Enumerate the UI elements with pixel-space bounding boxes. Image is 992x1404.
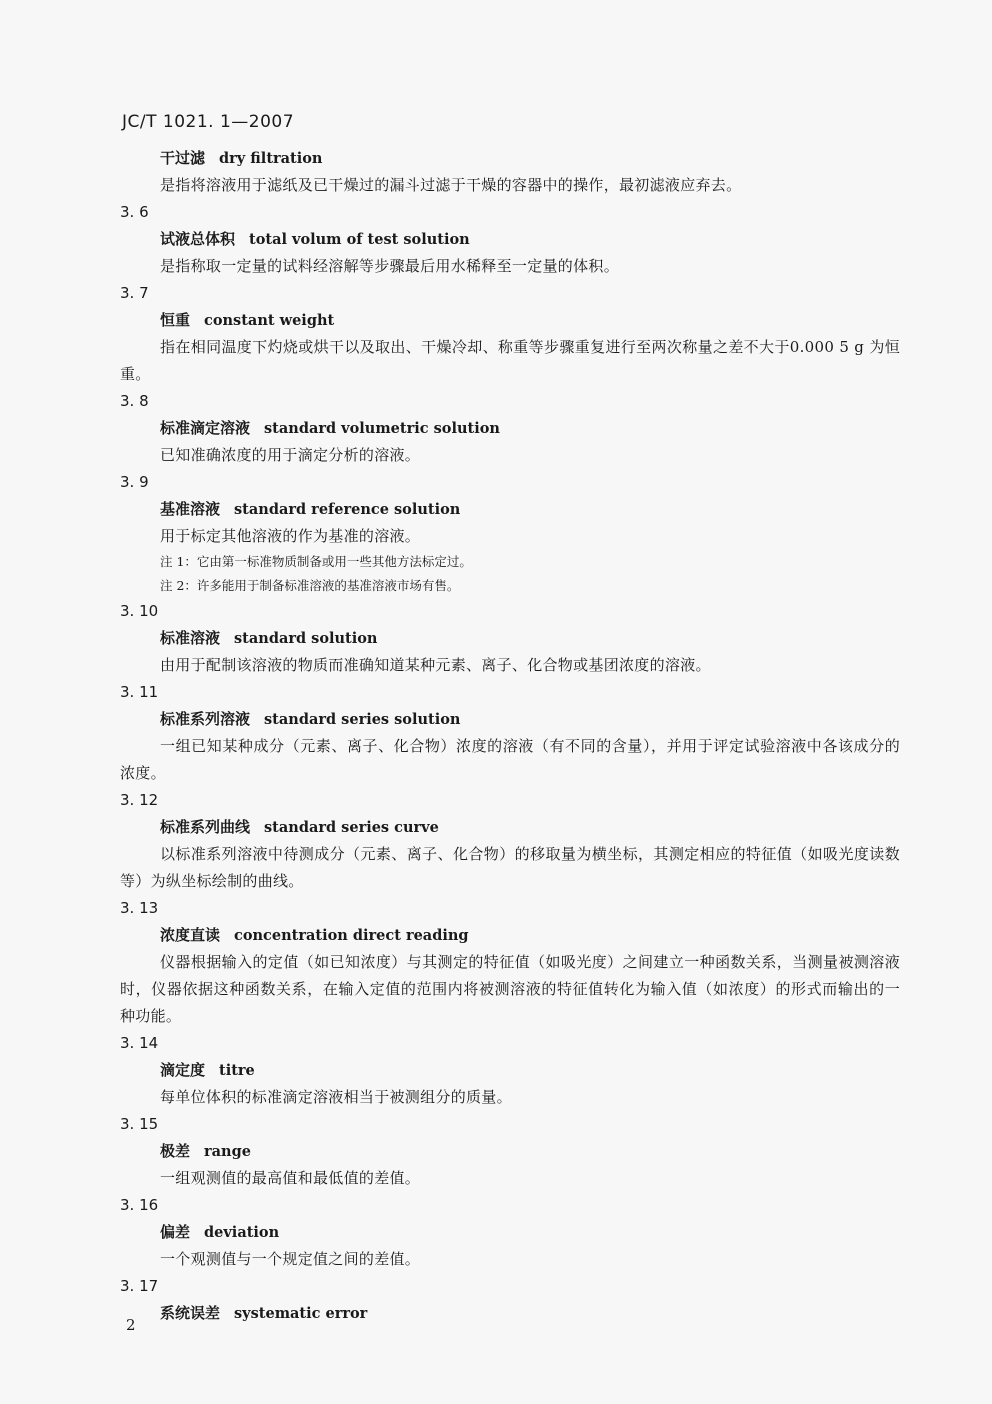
term-zh: 基准溶液 bbox=[160, 500, 221, 518]
term-title bbox=[120, 624, 900, 652]
term-definition: 一组观测值的最高值和最低值的差值。 bbox=[160, 1169, 421, 1187]
term-title bbox=[120, 1218, 900, 1246]
term-zh: 标准系列溶液 bbox=[160, 710, 251, 728]
term-zh: 偏差 bbox=[160, 1223, 191, 1241]
term-note: 注 1：它由第一标准物质制备或用一些其他方法标定过。 bbox=[160, 554, 472, 569]
term-en: standard series curve bbox=[264, 819, 439, 836]
term-zh: 试液总体积 bbox=[160, 230, 236, 248]
term-title bbox=[120, 1299, 900, 1327]
section-number: 3. 10 bbox=[120, 602, 159, 620]
section-number: 3. 12 bbox=[120, 791, 159, 809]
term-title bbox=[120, 921, 900, 949]
term-definition: 是指称取一定量的试料经溶解等步骤最后用水稀释至一定量的体积。 bbox=[160, 257, 620, 275]
term-en: concentration direct reading bbox=[234, 927, 469, 944]
term-title bbox=[120, 1056, 900, 1084]
section-number: 3. 8 bbox=[120, 392, 149, 410]
term-zh: 极差 bbox=[160, 1142, 191, 1160]
term-title bbox=[120, 144, 900, 172]
section-number: 3. 15 bbox=[120, 1115, 159, 1133]
term-en: standard volumetric solution bbox=[264, 420, 500, 437]
term-zh: 浓度直读 bbox=[160, 926, 221, 944]
term-definition: 由用于配制该溶液的物质而准确知道某种元素、离子、化合物或基团浓度的溶液。 bbox=[160, 656, 711, 674]
term-definition: 用于标定其他溶液的作为基准的溶液。 bbox=[160, 527, 421, 545]
term-en: standard reference solution bbox=[234, 501, 461, 518]
term-en: total volum of test solution bbox=[249, 231, 470, 248]
section-number: 3. 14 bbox=[120, 1034, 159, 1052]
section-number: 3. 13 bbox=[120, 899, 159, 917]
section-number: 3. 17 bbox=[120, 1277, 159, 1295]
term-en: standard solution bbox=[234, 630, 378, 647]
term-title bbox=[120, 225, 900, 253]
terms-content bbox=[120, 144, 900, 1327]
term-en: dry filtration bbox=[219, 150, 323, 167]
term-en: constant weight bbox=[204, 312, 335, 329]
term-zh: 恒重 bbox=[160, 311, 191, 329]
term-definition: 每单位体积的标准滴定溶液相当于被测组分的质量。 bbox=[160, 1088, 512, 1106]
term-title bbox=[120, 705, 900, 733]
section-number: 3. 11 bbox=[120, 683, 159, 701]
term-definition: 是指将溶液用于滤纸及已干燥过的漏斗过滤于干燥的容器中的操作，最初滤液应弃去。 bbox=[160, 176, 742, 194]
term-zh: 系统误差 bbox=[160, 1304, 221, 1322]
term-definition: 已知准确浓度的用于滴定分析的溶液。 bbox=[160, 446, 421, 464]
term-definition: 以标准系列溶液中待测成分（元素、离子、化合物）的移取量为横坐标，其测定相应的特征值（如吸光度读数等）为纵坐标绘制的曲线。 bbox=[120, 845, 900, 890]
section-number: 3. 6 bbox=[120, 203, 149, 221]
term-definition: 指在相同温度下灼烧或烘干以及取出、干燥冷却、称重等步骤重复进行至两次称量之差不大于0.000 5 g 为恒重。 bbox=[120, 338, 900, 383]
term-title bbox=[120, 1137, 900, 1165]
term-definition: 一个观测值与一个规定值之间的差值。 bbox=[160, 1250, 421, 1268]
term-en: standard series solution bbox=[264, 711, 461, 728]
term-title bbox=[120, 813, 900, 841]
page-number: 2 bbox=[126, 1316, 136, 1334]
term-title bbox=[120, 414, 900, 442]
term-en: titre bbox=[219, 1062, 255, 1079]
section-number: 3. 9 bbox=[120, 473, 149, 491]
section-number: 3. 16 bbox=[120, 1196, 159, 1214]
term-zh: 标准溶液 bbox=[160, 629, 221, 647]
term-definition: 一组已知某种成分（元素、离子、化合物）浓度的溶液（有不同的含量），并用于评定试验溶液中各该成分的浓度。 bbox=[120, 737, 900, 782]
standard-code-header: JC/T 1021. 1—2007 bbox=[122, 112, 295, 132]
term-zh: 标准系列曲线 bbox=[160, 818, 251, 836]
term-en: range bbox=[204, 1143, 251, 1160]
section-number: 3. 7 bbox=[120, 284, 149, 302]
term-en: systematic error bbox=[234, 1305, 368, 1322]
term-title bbox=[120, 495, 900, 523]
term-en: deviation bbox=[204, 1224, 280, 1241]
term-note: 注 2：许多能用于制备标准溶液的基准溶液市场有售。 bbox=[160, 578, 460, 593]
term-zh: 滴定度 bbox=[160, 1061, 206, 1079]
term-zh: 干过滤 bbox=[160, 149, 206, 167]
term-title bbox=[120, 306, 900, 334]
term-definition: 仪器根据输入的定值（如已知浓度）与其测定的特征值（如吸光度）之间建立一种函数关系，当测量被测溶液时，仪器依据这种函数关系，在输入定值的范围内将被测溶液的特征值转化为输入值（如浓度）的形式而输出的一种功能。 bbox=[120, 953, 900, 1025]
term-zh: 标准滴定溶液 bbox=[160, 419, 251, 437]
